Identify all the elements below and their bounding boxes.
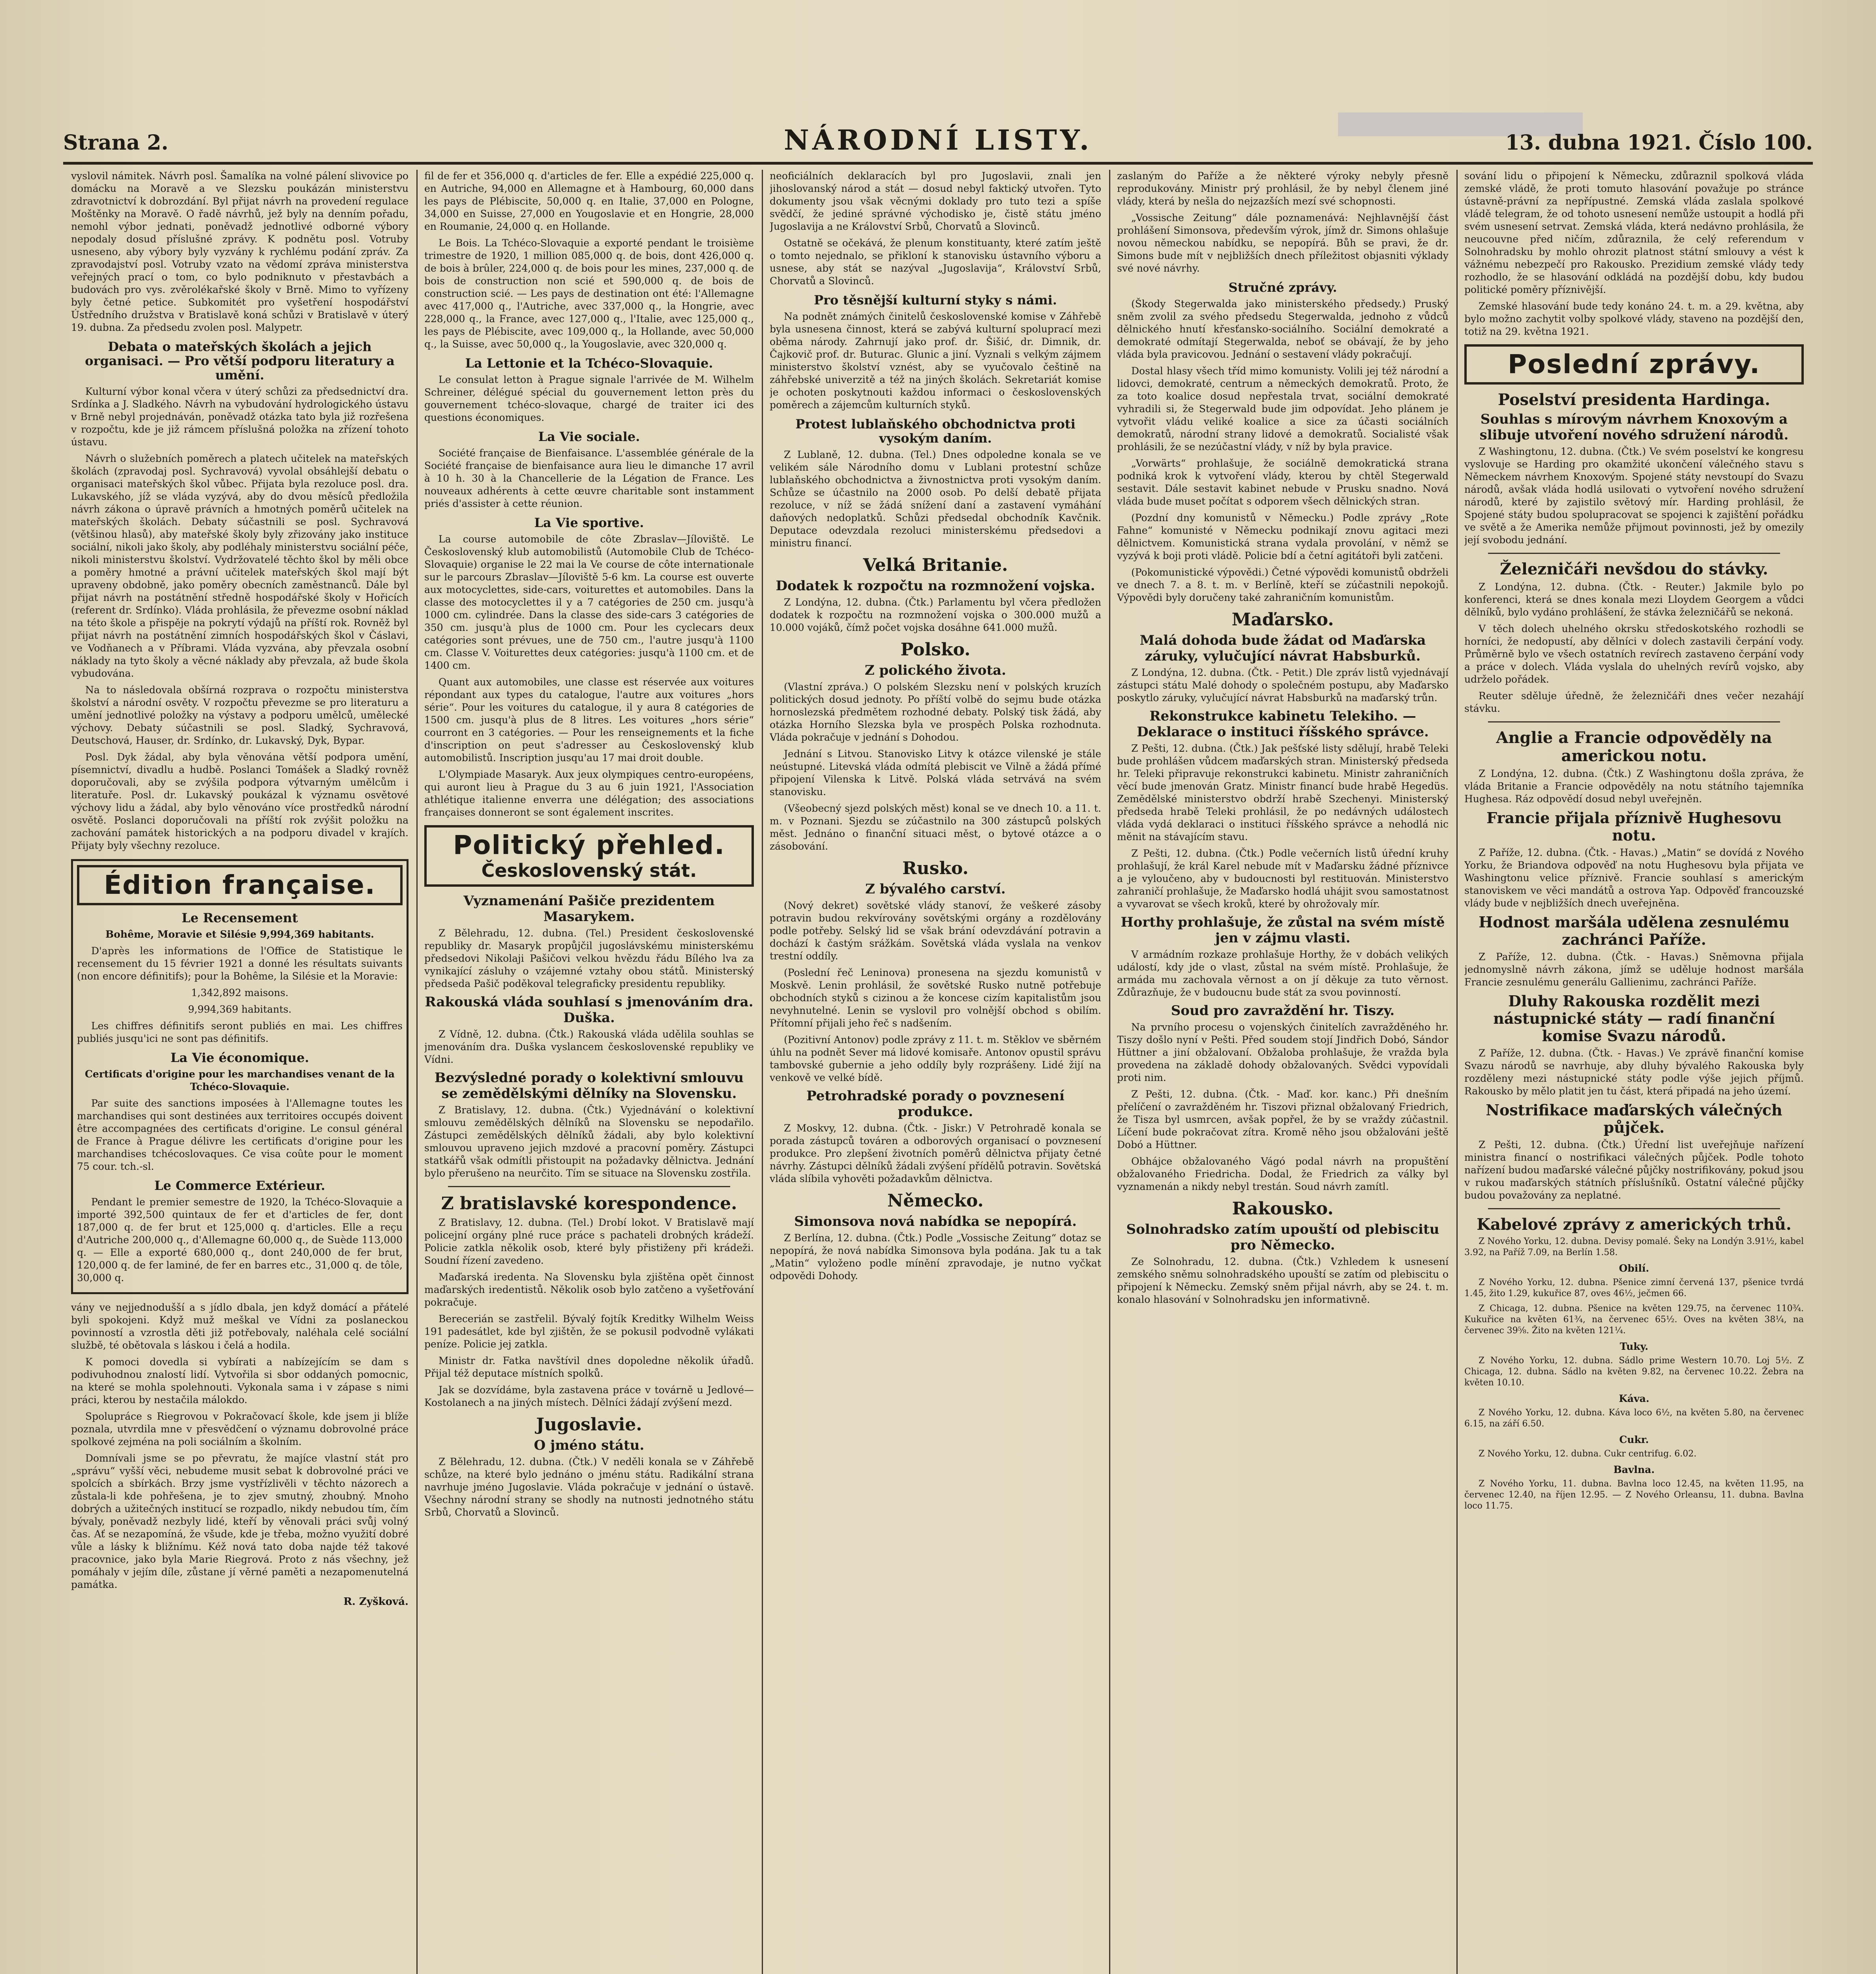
article-text: (Pozitivní Antonov) podle zprávy z 11. t. m. Stěklov ve sběrném úhlu na podnět Sever má lidové komisaře. Antonov opustil správu tambovské gubernie a jeho oddíly byly rozprášeny. Lidé žijí na venkově ve velké bídě. — [770, 1034, 1101, 1083]
article-text: K pomoci dovedla si vybírati a nabízejícím se dam s podivuhodnou znalostí lidí. Vytvořila si sbor oddaných pomocnic, na které se mohla spolehnouti. Vykonala sama i v zápase s nimi práci, kterou by nestačila málokdo. — [71, 1356, 409, 1405]
article-text: (Pokomunistické výpovědi.) Četné výpovědi komunistů obdrželi ve dnech 7. a 8. t. m. v Berlíně, kteří se zúčastnili nepokojů. Výpovědi byly doručeny také zahraničním komunistům. — [1117, 567, 1449, 603]
article-text: Z Nového Yorku, 12. dubna. Sádlo prime Western 10.70. Loj 5½. Z Chicaga, 12. dubna. Sádlo na květen 9.82, na červenec 10.22. Žebra na květen 10.10. — [1464, 1356, 1804, 1388]
column-5 — [1464, 170, 1804, 1974]
section-subtitle: Československý stát. — [481, 860, 697, 881]
article-text: Na to následovala obšírná rozprava o rozpočtu ministerstva školství a národní osvěty. V rozpočtu převezme se pro literaturu a umění jednotlivé položky na výstavy a podporu umělců, umělecké výchovy. Debaty súčastnili se posl. Sladký, Sychravová, Deutschová, Hauser, dr. Srdínko, dr. Lukavský, Dyk, Bypar. — [71, 684, 409, 746]
article-text: Z Nového Yorku, 11. dubna. Bavlna loco 12.45, na květen 11.95, na červenec 12.40, na říjen 12.95. — Z Nového Orleansu, 11. dubna. Bavlna loco 11.75. — [1464, 1479, 1804, 1511]
separator — [1488, 553, 1780, 554]
article-text: Z Pešti, 12. dubna. (Čtk.) Jak pešťské listy sdělují, hrabě Teleki bude prohlášen vůdcem maďarských stran. Ministerský předseda hr. Teleki připravuje rekonstrukci kabinetu. Ministr zahraničních věcí bude jmenován Gratz. Ministr financí bude hrabě Hegedüs. Zemědělské ministerstvo obdrží hrabě Szechenyi. Ministerský předseda hrabě Teleki prohlásil, že po nedávných událostech vláda vydá deklaraci o instituci říšského správce a nehodlá nic měnit na stávajícím stavu. — [1117, 743, 1449, 843]
article-text: zaslaným do Paříže a že některé výroky nebyly přesně reprodukovány. Ministr prý prohlásil, že by nebyl členem jiné vlády, která by nešla do nejzazších mezí své schopnosti. — [1117, 170, 1449, 207]
article-text: Maďarská iredenta. Na Slovensku byla zjištěna opět činnost maďarských iredentistů. Několik osob bylo zatčeno a vyšetřování pokračuje. — [424, 1271, 754, 1308]
article-text: Le Bois. La Tchéco-Slovaquie a exporté pendant le troisième trimestre de 1920, 1 million 085,000 q. de bois, dont 426,000 q. de bois à brûler, 224,000 q. de bois pour les mines, 237,000 q. de bois de construction non scié et 590,000 q. de bois de construction scié. — Les pays de destination ont été: l'Allemagne avec 417,000 q., l'Autriche, avec 337,000 q., la Hongrie, avec 228,000 q., la France, avec 127,000 q., l'Italie, avec 125,000 q., les pays de Plébiscite, avec 109,000 q., la Hollande, avec 50,000 q., la Suisse, avec 50,000 q., la Yougoslavie, avec 320,000 q. — [424, 237, 754, 350]
article-text: (Škody Stegerwalda jako ministerského předsedy.) Pruský sněm zvolil za svého předsedu Stegerwalda, jednoho z vůdců dělnického hnutí křesťansko-sociálního. Sociální demokraté a demokraté odmítají Stegerwalda, neboť se obávají, že by jeho vláda byla pravicovou. Jednání o sestavení vlády pokračují. — [1117, 298, 1449, 360]
article-text: Z Moskvy, 12. dubna. (Čtk. - Jiskr.) V Petrohradě konala se porada zástupců továren a odborových organisací o povznesení produkce. Pro zlepšení životních poměrů dělnictva přijaty četné návrhy. Zástupci dělníků žádali zvýšení přídělů potravin. Sovětská vláda slíbila vyhověti požadavkům dělnictva. — [770, 1122, 1101, 1184]
article-subheadline: Bohême, Moravie et Silésie 9,994,369 habitants. — [105, 929, 374, 940]
article-text: Návrh o služebních poměrech a platech učitelek na mateřských školách (zpravodaj posl. Sychravová) vyvolal obsáhlejší debatu o organisaci mateřských škol vůbec. Přijata byla rezoluce posl. dra. Lukavského, jíž se vláda vyzývá, aby do dvou měsíců předložila návrh zákona o úpravě právních a hmotných poměrů učitelek na mateřských školách. Debaty súčastnili se posl. Sychravová (většinou hlasů), aby mateřské školy byly zřizovány jako instituce sociální, nikoli jako školy, aby podléhaly ministerstvu sociální péče, nikoli ministerstvu školství. Vydržovatelé těchto škol by měli obce a poměry hmotné a právní učitelek mateřských škol mají být upraveny obdobně, jako poměry obecních zaměstnanců. Dále byl přijat návrh na postátnění středně hospodářské školy v Hořicích (referent dr. Srdínko). Vláda prohlásila, že převezme osobní náklad na této škole a přispěje na pokrytí výdajů na příští rok. Rovněž byl přijat návrh na postátnění zimních hospodářských škol v Čáslavi, ve Vodňanech a v Příbrami. Vláda vyzvána, aby převzala osobní náklady na tyto školy a věcné náklady aby převzala, až bude škola vybudována. — [71, 453, 409, 679]
article-headline: Rakouská vláda souhlasí s jmenováním dra. Duška. — [425, 994, 753, 1026]
article-text: Quant aux automobiles, une classe est réservée aux voitures répondant aux types du catalogue, l'autre aux voitures „hors série“. Pour les voitures du catalogue, il y aura 8 catégories de 1500 cm. jusqu'à plus de 8 litres. Les voitures „hors série“ courront en 3 catégories. — Pour les renseignements et la fiche d'inscription on peut s'adresser au Československý klub automobilistů. Inscription jusqu'au 17 mai droit double. — [424, 676, 754, 764]
article-text: Z Paříže, 12. dubna. (Čtk. - Havas.) „Matin“ se dovídá z Nového Yorku, že Briandova odpověď na notu Hughesovu byla přijata ve Washingtonu velice příznivě. Francie souhlasí s americkým stanoviskem ve věci mandátů a ostrova Yap. Odpověď francouzské vlády bude v nejbližších dnech uveřejněna. — [1464, 847, 1804, 909]
article-text: Z Bělehradu, 12. dubna. (Tel.) President československé republiky dr. Masaryk propůjčil jugoslávskému ministerskému předsedovi Nikolaji Pašičovi velkou hvězdu řádu Bílého lva za vynikající zásluhy o vzájemné vztahy obou států. Ministerský předseda Pašič poděkoval telegraficky presidentu republiky. — [424, 927, 754, 989]
market-heading: Káva. — [1619, 1393, 1649, 1404]
article-text: Jak se dozvídáme, byla zastavena práce v továrně u Jedlové—Kostolanech a na jiných místech. Dělníci žádají zvýšení mezd. — [424, 1384, 754, 1408]
article-headline: Vyznamenání Pašiče prezidentem Masarykem. — [463, 893, 715, 925]
article-headline: Horthy prohlašuje, že zůstal na svém místě jen v zájmu vlasti. — [1121, 914, 1445, 946]
article-text: Z Bělehradu, 12. dubna. (Čtk.) V neděli konala se v Záhřebě schůze, na které bylo jednáno o jménu státu. Radikální strana navrhuje jméno Jugoslavie. Vláda pokračuje v jednání o ústavě. Všechny národní strany se shodly na nutnosti jednotného státu Srbů, Chorvatů a Slovinců. — [424, 1456, 754, 1518]
column-rule — [762, 170, 763, 1974]
article-text: Z Bratislavy, 12. dubna. (Tel.) Drobí lokot. V Bratislavě mají policejní orgány plné ruce práce s pachateli drobných krádeží. Policie zatkla několik osob, které byly přistiženy při krádeži. Soudní řízení zavedeno. — [424, 1217, 754, 1266]
section-title: Jugoslavie. — [536, 1415, 642, 1435]
article-text: Zemské hlasování bude tedy konáno 24. t. m. a 29. května, aby bylo možno zachytit volby spolkové vlády, staveno na pozdější den, totiž na 29. května 1921. — [1464, 300, 1804, 337]
article-text: Berecerián se zastřelil. Bývalý fojtík Kreditky Wilhelm Weiss 191 padesátlet, kde byl zjištěn, že se pokusil podvodně vylákati peníze. Policie jej zatkla. — [424, 1313, 754, 1350]
article-headline: Nostrifikace maďarských válečných půjček. — [1486, 1101, 1782, 1136]
article-text: Z Bratislavy, 12. dubna. (Čtk.) Vyjednávání o kolektivní smlouvu zemědělských dělníků na Slovensku se nepodařilo. Zástupci zemědělských dělníků žádali, aby bylo kolektivní smlouvou upraveno jejich mzdové a pracovní poměry. Zástupci statkářů však odmítli přistoupit na požadavky dělnictva. Jednání bylo přerušeno na neurčito. Tím se situace na Slovensku zostřila. — [424, 1104, 754, 1179]
article-text: Reuter sděluje úředně, že železničáři dnes večer nezahájí stávku. — [1464, 690, 1804, 714]
newspaper-title: NÁRODNÍ LISTY. — [783, 124, 1093, 156]
article-text: „Vossische Zeitung“ dále poznamenává: Nejhlavnější část prohlášení Simonsova, především výrok, jímž dr. Simons ohlašuje novou německou nabídku, se nepopírá. Bůh se pravi, že dr. Simons bude mít v nejbližších dnech příležitost objasniti výklady své nové návrhy. — [1117, 212, 1449, 274]
article-text: Z Lublaně, 12. dubna. (Tel.) Dnes odpoledne konala se ve velikém sále Národního domu v Lublani protestní schůze lublaňského obchodnictva a živnostnictva proti vysokým daním. Schůze se účastnilo na 2000 osob. Po delší debatě přijata rezoluce, v níž se žádá snížení daní a zastavení vymáhání daňových nedoplatků. Schůzi předsedal obchodník Kavčnik. Deputace odevzdala rezoluci ministerskému předsedovi a ministru financí. — [770, 449, 1101, 549]
market-heading: Bavlna. — [1613, 1464, 1655, 1475]
article-headline: Soud pro zavraždění hr. Tiszy. — [1171, 1003, 1395, 1019]
section-title: Polsko. — [900, 640, 971, 660]
article-headline: Debata o mateřských školách a jejich organisaci. — Pro větší podporu literatury a umění. — [85, 339, 395, 383]
article-headline: La Lettonie et la Tchéco-Slovaquie. — [465, 356, 713, 371]
article-text: vány ve nejjednodušší a s jídlo dbala, jen když domácí a přátelé byli spokojeni. Když muž meškal ve Vídni za poslaneckou povinností a vzrostla děti již potřebovaly, naléhala celé sociální službě, té obětovala s láskou i čelá a hodila. — [71, 1302, 409, 1351]
article-text: Pendant le premier semestre de 1920, la Tchéco-Slovaquie a importé 392,500 quintaux de fer et d'articles de fer, dont 187,000 q. de fer brut et 125,000 q. d'articles. Elle a reçu d'Autriche 200,000 q., d'Allemagne 60,000 q., de Suède 113,000 q. — Elle a exporté 680,000 q., dont 240,000 de fer brut, 120,000 q. de fer laminé, de fer en barres etc., 31,000 q. de tôle, 30,000 q. — [77, 1196, 403, 1283]
article-text: Na podnět známých činitelů československé komise v Záhřebě byla usnesena činnost, která se zabývá kulturní spoluprací mezi oběma národy. Zahrnují jako prof. dr. Šišić, dr. Dimnik, dr. Čajkovič prof. dr. Buturac. Glunic a jiní. Vyznali s velkým zájmem ministerstvo školství vznést, aby se vyučovalo češtině na záhřebské univerzitě a též na jiných školách. Sekretariát komise je ochoten poskytnouti každou informaci o československých poměrech a zájemcům kulturních styků. — [770, 311, 1101, 411]
article-headline: Francie přijala příznivě Hughesovu notu. — [1486, 809, 1782, 844]
article-text: Z Pešti, 12. dubna. (Čtk. - Maď. kor. kanc.) Při dnešním přelíčení o zavražděném hr. Tiszovi přiznal obžalovaný Friedrich, že Tisza byl usmrcen, avšak popřel, že by se vraždy zúčastnil. Líčení bude pokračovat zítra. Kromě něho jsou obžalováni ještě Dobó a Hüttner. — [1117, 1088, 1449, 1150]
article-text: D'après les informations de l'Office de Statistique le recensement du 15 février 1921 a donné les résultats suivants (non encore définitifs); pour la Bohême, la Silésie et la Moravie: — [77, 945, 403, 982]
article-headline: Z polického života. — [864, 662, 1006, 678]
column-2 — [424, 170, 754, 1974]
article-headline: Solnohradsko zatím upouští od plebiscitu pro Německo. — [1126, 1222, 1439, 1253]
section-title: Rusko. — [902, 858, 969, 878]
market-heading: Tuky. — [1619, 1341, 1649, 1352]
masthead — [63, 114, 1813, 165]
article-text: neoficiálních deklaracích byl pro Jugoslavii, znali jen jihoslovanský národ a stát — dosud nebyl faktický utvořen. Tyto dokumenty jsou však věcnými doklady pro tuto tezi a spíše svědčí, že jediné správné východisko je, čistě státu jméno Jugoslavija a ne Království Srbů, Chorvatů a Slovinců. — [770, 170, 1101, 232]
article-headline: Protest lublaňského obchodnictva proti vysokým daním. — [795, 417, 1076, 446]
section-title: Velká Britanie. — [863, 555, 1008, 575]
article-text: Z Londýna, 12. dubna. (Čtk.) Z Washingtonu došla zpráva, že vláda Britanie a Francie odpověděly na notu státního tajemníka Hughesa. Ráz odpovědí dosud nebyl uveřejněn. — [1464, 768, 1804, 805]
article-headline: Simonsova nová nabídka se nepopírá. — [794, 1214, 1077, 1229]
article-headline: Rekonstrukce kabinetu Telekiho. — Deklarace o instituci říšského správce. — [1137, 708, 1429, 740]
article-headline: Le Recensement — [182, 910, 298, 925]
article-text: La course automobile de côte Zbraslav—Jíloviště. Le Československý klub automobilistů (Automobile Club de Tchéco-Slovaquie) organise le 22 mai la Ve course de côte internationale sur le parcours Zbraslav—Jíloviště 5-6 km. La course est ouverte aux motocyclettes, side-cars, voiturettes et automobiles. Dans la classe des motocyclettes il y a 7 catégories de 250 cm. jusqu'à 1000 cm. cylindrée. Dans la classe des side-cars 3 catégories de 350 cm. jusqu'à plus de 1000 cm. Pour les cyclecars deux catégories sont prévues, une de 750 cm., l'autre jusqu'à 1100 cm. Classe V. Voiturettes deux catégories: jusqu'à 1100 cm. et de 1400 cm. — [424, 533, 754, 671]
article-text: Jednání s Litvou. Stanovisko Litvy k otázce vilenské je stále neústupné. Litevská vláda odmítá plebiscit ve Vilně a žádá přímé připojení Vilenska k Litvě. Polská vláda setrvává na svém stanovisku. — [770, 748, 1101, 797]
article-headline: Pro těsnější kulturní styky s námi. — [814, 293, 1057, 308]
article-subheadline: Souhlas s mírovým návrhem Knoxovým a slibuje utvoření nového sdružení národů. — [1479, 411, 1789, 443]
article-headline: Dodatek k rozpočtu na rozmnožení vojska. — [776, 578, 1095, 594]
article-text: Z Vídně, 12. dubna. (Čtk.) Rakouská vláda udělila souhlas se jmenováním dra. Duška vyslancem československé republiky ve Vídni. — [424, 1028, 754, 1065]
article-text: Z Chicaga, 12. dubna. Pšenice na květen 129.75, na červenec 110¾. Kukuřice na květen 61¾, na červenec 65½. Oves na květen 38¼, na červenec 39⅝. Žito na květen 121¼. — [1464, 1304, 1804, 1336]
article-text: fil de fer et 356,000 q. d'articles de fer. Elle a expédié 225,000 q. en Autriche, 94,000 en Allemagne et à Hambourg, 60,000 dans les pays de Plébiscite, 50,000 q. en Italie, 37,000 en Pologne, 34,000 en Suisse, 27,000 en Yougoslavie et en Hongrie, 28,000 en Roumanie, 24,000 q. en Hollande. — [424, 170, 754, 232]
column-rule — [416, 170, 418, 1974]
article-text: V armádním rozkaze prohlašuje Horthy, že v dobách velikých událostí, kdy jde o vlast, zůstal na svém místě. Prohlašuje, že armáda mu zachovala věrnost a on jí děkuje za tuto věrnost. Zdůrazňuje, že v budoucnu bude stát za svou povinností. — [1117, 949, 1449, 998]
section-banner — [77, 865, 403, 905]
separator — [1488, 721, 1780, 722]
article-text: Z Pešti, 12. dubna. (Čtk.) Podle večerních listů úřední kruhy prohlašují, že král Karel nebude mít v Maďarsku žádné příznivce a je vyloučeno, aby v budoucnosti byl restituován. Ministerstvo zahraničí prohlašuje, že Maďarsko hodlá uhájit svou samostatnost a vyvarovat se všech kroků, které by ohrožovaly mír. — [1117, 848, 1449, 910]
market-heading: Obilí. — [1619, 1263, 1649, 1274]
article-headline: Petrohradské porady o povznesení produkce. — [806, 1088, 1065, 1120]
article-headline: Malá dohoda bude žádat od Maďarska záruky, vylučující návrat Habsburků. — [1139, 632, 1426, 664]
article-text: Société française de Bienfaisance. L'assemblée générale de la Société française de bienfaisance aura lieu le dimanche 17 avril à 10 h. 30 à la Chancellerie de la Légation de France. Les nouveaux adhérents à cette œuvre charitable sont instamment priés d'assister à cette réunion. — [424, 447, 754, 509]
article-text: Posl. Dyk žádal, aby byla věnována větší podpora umění, písemnictví, divadlu a hudbě. Poslanci Tomášek a Sladký rovněž doporučovali, aby se zvýšila podpora výtvarným umělcům i literatuře. Posl. dr. Lukavský poukázal k významu osvětové výchovy lidu a žádal, aby bylo věnováno více prostředků národní osvětě. Poslanci doporučovali na příští rok zvýšit položku na zachování památek historických a na podporu divadel v krajích. Přijaty byly všechny rezoluce. — [71, 751, 409, 851]
article-headline: Le Commerce Extérieur. — [154, 1178, 326, 1193]
article-text: Dostal hlasy všech tříd mimo komunisty. Volili jej též národní a lidovci, demokraté, centrum a německých demokratů. Proto, že za toto koalice dosud nepřestala trvat, sociální demokraté vyhradili si, že Stegerwald bude jim odpovídat. Jeho plánem je vytvořit vládu veliké koalice a sice za účasti sociálních demokratů, národní strany lidové a demokratů. Socialisté však prohlásili, že se nezúčastní vlády, v níž by byla pravice. — [1117, 365, 1449, 452]
section-banner — [1464, 344, 1804, 385]
article-text: 1,342,892 maisons. — [191, 987, 289, 998]
article-text: (Poslední řeč Leninova) pronesena na sjezdu komunistů v Moskvě. Lenin prohlásil, že sovětské Rusko nutně potřebuje obchodních styků s cizinou a že koncese cizím kapitalistům jsou nevyhnutelné. Lenin se vyslovil pro volnější obchod s obilím. Přítomní přijali jeho řeč s nadšením. — [770, 967, 1101, 1029]
article-headline: Z bývalého carství. — [865, 881, 1006, 897]
article-text: Obhájce obžalovaného Vágó podal návrh na propuštění obžalovaného Friedricha. Dodal, že Friedrich za války byl vyznamenán a nikdy nebyl trestán. Soud návrh zamítl. — [1117, 1156, 1449, 1192]
article-text: Z Londýna, 12. dubna. (Čtk. - Petit.) Dle zpráv listů vyjednávají zástupci státu Malé dohody o společném postupu, aby Maďarsko poskytlo záruky, vylučující návrat Habsburků na maďarský trůn. — [1117, 667, 1449, 704]
article-text: Ze Solnohradu, 12. dubna. (Čtk.) Vzhledem k usnesení zemského sněmu solnohradského upouští se zatím od plebiscitu o připojení k Německu. Zemský sněm přijal návrh, aby se 24. t. m. konalo hlasování v Solnohradsku jen informativně. — [1117, 1256, 1449, 1305]
edition-francaise-box — [71, 859, 409, 1294]
section-banner — [424, 825, 754, 887]
article-text: (Pozdní dny komunistů v Německu.) Podle zprávy „Rote Fahne“ komunisté v Německu podnikají znovu agitaci mezi dělnictvem. Komunistická strana vydala provolání, v němž se vyzývá k boji proti vládě. Policie bdí a četní agitátoři byli zatčeni. — [1117, 512, 1449, 561]
section-title: Německo. — [887, 1191, 984, 1211]
article-text: (Nový dekret) sovětské vlády stanoví, že veškeré zásoby potravin budou rekvírovány sovětskými orgány a rozdělovány podle potřeby. Selský lid se však brání odevzdávání potravin a dochází k častým srážkám. Sovětská vláda vyslala na venkov trestní oddíly. — [770, 900, 1101, 962]
article-text: V těch dolech uhelného okrsku středoskotského rozhodli se horníci, že nedopustí, aby dělníci v dolech zastavili čerpání vody. Průměrně bylo ve všech ostatních revírech zastaveno čerpání vody a práce v dolech. Vláda vyslala do uhelných revírů vojsko, aby udrželo pořádek. — [1464, 623, 1804, 685]
section-title: Rakousko. — [1232, 1199, 1334, 1219]
article-text: Par suite des sanctions imposées à l'Allemagne toutes les marchandises qui sont destinées aux territoires occupés doivent être accompagnées des certificats d'origine. Le consul général de France à Prague délivre les certificats d'origine pour les marchandises tchécoslovaques. Ce visa coûte pour le moment 75 cour. tch.-sl. — [77, 1098, 403, 1172]
article-text: „Vorwärts“ prohlašuje, že sociálně demokratická strana podniká krok k vytvoření vlády, kterou by chtěl Stegerwald sestavit. Dále sestavit kabinet nebude v Prusku snadno. Nová vláda bude muset počítat s odporem všech dělnických stran. — [1117, 458, 1449, 507]
article-text: Z Nového Yorku, 12. dubna. Devisy pomalé. Šeky na Londýn 3.91½, kabel 3.92, na Paříž 7.09, na Berlín 1.58. — [1464, 1237, 1804, 1257]
section-title: Poslední zprávy. — [1507, 349, 1761, 379]
section-title: Z bratislavské korespondence. — [441, 1193, 737, 1214]
article-text: Z Londýna, 12. dubna. (Čtk. - Reuter.) Jakmile bylo po konferenci, která se dnes konala mezi Lloydem Georgem a vůdci dělníků, bylo vydáno prohlášení, že stávka železničářů se nekoná. — [1464, 581, 1804, 618]
article-text: Z Londýna, 12. dubna. (Čtk.) Parlamentu byl včera předložen dodatek k rozpočtu na rozmnožení vojska o 300.000 mužů a 10.000 vojáků, čímž počet vojska dosáhne 641.000 mužů. — [770, 597, 1101, 633]
page-number: Strana 2. — [63, 131, 169, 155]
article-text: Z Washingtonu, 12. dubna. (Čtk.) Ve svém poselství ke kongresu vyslovuje se Harding pro okamžité ukončení válečného stavu s Německem návrhem Knoxovým. Spojené státy nevstoupí do Svazu národů, avšak vláda hodlá usilovati o vytvoření nového sdružení národů, které by zajistilo světový mír. Harding prohlásil, že Spojené státy budou spolupracovat se spojenci k zajištění pořádku ve světě a že Amerika nemůže přijmout povinnosti, jež by omezily její svobodu jednání. — [1464, 446, 1804, 546]
issue-date: 13. dubna 1921. Číslo 100. — [1505, 131, 1813, 155]
author-signature: R. Zyšková. — [343, 1596, 409, 1608]
article-headline: Anglie a Francie odpověděly na americkou notu. — [1496, 728, 1772, 765]
separator — [448, 1186, 730, 1187]
article-headline: Poselství presidenta Hardinga. — [1497, 390, 1771, 409]
article-text: Domnívali jsme se po převratu, že majíce vlastní stát pro „správu“ vyšší věci, nebudeme musit sebat k dobrovolné práci ve spolcích a sbírkách. Brzy jsme vystřízlivěli v těchto názorech a zůstala-li kde pohřešena, je to zjev smutný, zhoubný. Mnoho dobrých a užitečných institucí se rozpadlo, nikdy nebudou tím, čím bývaly, poněvadž nezbyly lidé, kteří by věnovali práci svůj volný čas. Ať se nezapomíná, že všude, kde je třeba, možno využití dobré vůle a lásky k bližnímu. Kéž nová tato doba najde též takové pracovnice, jako byla Marie Riegrová. Proto z nás všechny, jež pomáhaly v jejím díle, zůstane jí věrné paměti a nezapomenutelná památka. — [71, 1452, 409, 1590]
article-text: Spolupráce s Riegrovou v Pokračovací škole, kde jsem ji blíže poznala, utvrdila mne v přesvědčení o významu dobrovolné práce spolkové zejména na poli sociálním a školním. — [71, 1411, 409, 1447]
article-text: (Všeobecný sjezd polských měst) konal se ve dnech 10. a 11. t. m. v Poznani. Sjezdu se zúčastnilo na 300 zástupců polských měst. Jednáno o finanční situaci měst, o bytové otázce a o zásobování. — [770, 803, 1101, 852]
article-text: Ostatně se očekává, že plenum konstituanty, které zatím ještě o tomto nejednalo, se přikloní k stanovisku ústavního výboru a usnese, aby stát se nazýval „Jugoslavija“, Království Srbů, Chorvatů a Slovinců. — [770, 237, 1101, 287]
section-title: Maďarsko. — [1231, 610, 1334, 630]
article-headline: Hodnost maršála udělena zesnulému zachránci Paříže. — [1479, 913, 1790, 948]
article-text: L'Olympiade Masaryk. Aux jeux olympiques centro-européens, qui auront lieu à Prague du 3 au 6 juin 1921, l'Association athlétique italienne enverra une délégation; des associations françaises donneront se sont également inscrites. — [424, 769, 754, 818]
article-headline: Stručné zprávy. — [1228, 280, 1337, 295]
article-text: sování lidu o připojení k Německu, zdůraznil spolková vláda zemské vládě, že proti tomuto hlasování považuje po stránce ústavně-právní za nepřípustné. Zemská vláda zaslala spolkové vládě telegram, že od tohoto usnesení nemůže ustoupit a hodlá při svém usnesení setrvat. Zemská vláda, která nedávno prohlásila, že neucouvne před ničím, zdůraznila, že celý referendum v Solnohradsku by mohlo ohrozit platnost státní smlouvy a vést k vážnému nebezpečí pro Rakousko. Prezidium zemské vlády tedy rozhodlo, že se hlasování odkládá na pozdější dobu, kdy budou politické poměry příznivější. — [1464, 170, 1804, 295]
article-text: Z Nového Yorku, 12. dubna. Cukr centrifug. 6.02. — [1479, 1449, 1697, 1459]
article-headline: Kabelové zprávy z amerických trhů. — [1477, 1215, 1792, 1234]
article-text: 9,994,369 habitants. — [188, 1004, 292, 1015]
article-headline: La Vie sociale. — [538, 429, 640, 444]
section-title: Politický přehled. — [453, 830, 725, 860]
column-3 — [770, 170, 1101, 1974]
section-title: Édition française. — [104, 870, 376, 900]
article-headline: La Vie sportive. — [534, 515, 644, 530]
article-text: vyslovil námitek. Návrh posl. Šamalíka na volné pálení slivovice po domácku na Moravě a ve Slezsku poukázán ministerstvu zdravotnictví k dobrozdání. Byl přijat návrh na provedení regulace Moštěnky na Moravě. O řadě návrhů, jež byly na denním pořadu, nemohl výbor jednati, poněvadž jednotlivé odborné výbory nepodaly dosud příslušné zprávy. K podnětu posl. Votruby usneseno, aby výbory byly vyzvány k rychlému podání zpráv. Za zpravodajství posl. Votruby vzato na vědomí zpráva ministerstva veřejných prací o tom, co bylo podniknuto v přestavbách a budovách pro vys. zvěrolékařské školy v Brně. Mimo to vyřízeny byly četné petice. Subkomitét pro vyšetření hospodářství Ústředního družstva v Bratislavě koná schůzi v Bratislavě v úterý 19. dubna. Za předsedu zvolen posl. Malypetr. — [71, 170, 409, 333]
column-rule — [1456, 170, 1458, 1974]
article-subheadline: Certificats d'origine pour les marchandises venant de la Tchéco-Slovaquie. — [85, 1068, 395, 1092]
article-text: Z Paříže, 12. dubna. (Čtk. - Havas.) Ve zprávě finanční komise Svazu národů se navrhuje, aby dluhy bývalého Rakouska byly rozděleny mezi nástupnické státy podle výše jejich příjmů. Rakousko by mělo platit jen tu část, která připadá na jeho území. — [1464, 1047, 1804, 1097]
article-text: Les chiffres définitifs seront publiés en mai. Les chiffres publiés jusqu'ici ne sont pas définitifs. — [77, 1020, 403, 1044]
article-headline: Železničáři nevšdou do stávky. — [1500, 560, 1768, 578]
article-text: Kulturní výbor konal včera v úterý schůzi za předsednictví dra. Srdínka a J. Sladkého. Návrh na vybudování hydrologického ústavu v Brně nebyl projednáván, poněvadž otázka tato byla již rozřešena v rozpočtu, kde je již rámcem příslušná položka na zřízení tohoto ústavu. — [71, 386, 409, 448]
article-text: Z Nového Yorku, 12. dubna. Káva loco 6½, na květen 5.80, na červenec 6.15, na září 6.50. — [1464, 1408, 1804, 1429]
article-headline: Dluhy Rakouska rozdělit mezi nástupnické státy — radí finanční komise Svazu národů. — [1493, 992, 1775, 1045]
article-headline: Bezvýsledné porady o kolektivní smlouvu se zemědělskými dělníky na Slovensku. — [434, 1070, 744, 1101]
article-headline: O jméno státu. — [534, 1437, 645, 1453]
article-text: Z Nového Yorku, 12. dubna. Pšenice zimní červená 137, pšenice tvrdá 1.45, žito 1.29, kukuřice 87, oves 46½, ječmen 66. — [1464, 1278, 1804, 1298]
article-text: Ministr dr. Fatka navštívil dnes dopoledne několik úřadů. Přijal též deputace místních spolků. — [424, 1355, 754, 1379]
column-rule — [1109, 170, 1110, 1974]
article-text: Z Paříže, 12. dubna. (Čtk. - Havas.) Sněmovna přijala jednomyslně návrh zákona, jímž se uděluje hodnost maršála Francie zesnulému generálu Gallienimu, zachránci Paříže. — [1464, 951, 1804, 988]
market-heading: Cukr. — [1619, 1434, 1649, 1445]
column-4 — [1117, 170, 1449, 1974]
column-1 — [71, 170, 409, 1974]
article-text: (Vlastní zpráva.) O polském Slezsku není v polských kruzích politických dosud jednoty. Po příští volbě do sejmu bude otázka hornoslezská předmětem rozhodné debaty. Polský tisk žádá, aby otázka Horního Slezska byla ve prospěch Polska rozhodnuta. Vláda pokračuje v jednání s Dohodou. — [770, 681, 1101, 743]
article-text: Le consulat letton à Prague signale l'arrivée de M. Wilhelm Schreiner, délégué spécial du gouvernement letton près du gouvernement tchéco-slovaque, chargé de traiter ici des questions économiques. — [424, 374, 754, 423]
article-text: Na prvního procesu o vojenských činitelích zavražděného hr. Tiszy došlo nyní v Pešti. Před soudem stojí Jindřich Dobó, Sándor Hüttner a jiní obžalovaní. Obžaloba prohlašuje, že vražda byla provedena na základě dohody obžalovaných. Svědci vypovídali proti nim. — [1117, 1021, 1449, 1083]
article-headline: La Vie économique. — [170, 1050, 309, 1065]
separator — [1488, 1208, 1780, 1209]
article-text: Z Berlína, 12. dubna. (Čtk.) Podle „Vossische Zeitung“ dotaz se nepopírá, že nová nabídka Simonsova byla podána. Jak tu a tak „Matin“ vyloženo podle mínění zpravodaje, je nutno vyčkat odpovědi Dohody. — [770, 1232, 1101, 1282]
article-text: Z Pešti, 12. dubna. (Čtk.) Úřední list uveřejňuje nařízení ministra financí o nostrifikaci válečných půjček. Podle tohoto nařízení budou maďarské válečné půjčky nostrifikovány, pokud jsou v rukou maďarských státních příslušníků. Ostatní válečné půjčky budou považovány za neplatné. — [1464, 1139, 1804, 1201]
